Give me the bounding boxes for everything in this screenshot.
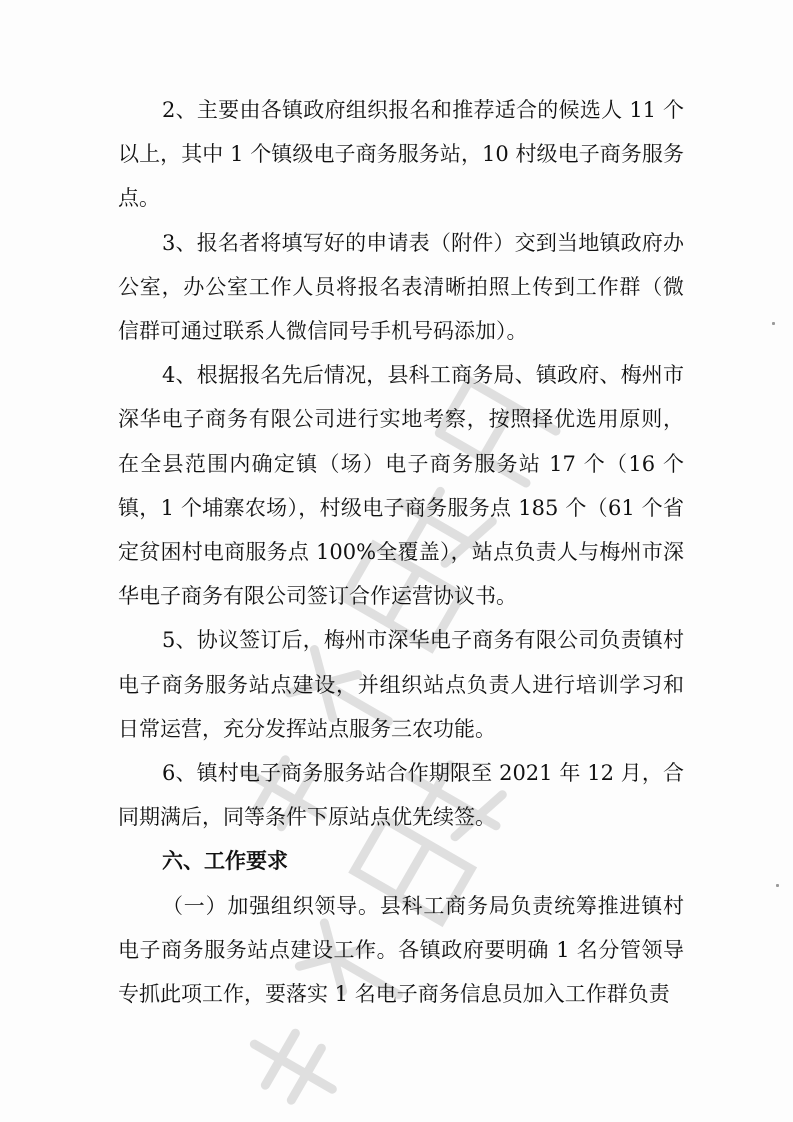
paragraph-item-4: 4、根据报名先后情况，县科工商务局、镇政府、梅州市深华电子商务有限公司进行实地考察，按照择优选用原则，在全县范围内确定镇（场）电子商务服务站 17 个（16 个镇，1 个埔寨农场），村级电子商务服务点 185 个（61 个省定贫困村电商服务点 100%全覆盖），站点负责人与梅州市深华电子商务有限公司签订合作运营协议书。 xyxy=(118,363,684,609)
scan-speck xyxy=(776,884,779,887)
paragraph-item-2: 2、主要由各镇政府组织报名和推荐适合的候选人 11 个以上，其中 1 个镇级电子商务服务站，10 村级电子商务服务点。 xyxy=(118,98,684,211)
paragraph-item-3: 3、报名者将填写好的申请表（附件）交到当地镇政府办公室，办公室工作人员将报名表清晰拍照上传到工作群（微信群可通过联系人微信同号手机号码添加）。 xyxy=(118,230,684,344)
document-body xyxy=(118,88,684,1016)
paragraph-requirements-1: （一）加强组织领导。县科工商务局负责统筹推进镇村电子商务服务站点建设工作。各镇政府要明确 1 名分管领导专抓此项工作，要落实 1 名电子商务信息员加入工作群负责 xyxy=(118,893,684,1007)
paragraph-item-5: 5、协议签订后，梅州市深华电子商务有限公司负责镇村电子商务服务站点建设，并组织站点负责人进行培训学习和日常运营，充分发挥站点服务三农功能。 xyxy=(118,628,684,741)
scan-speck xyxy=(772,322,775,325)
paragraph-item-6: 6、镇村电子商务服务站合作期限至 2021 年 12 月，合同期满后，同等条件下原站点优先续签。 xyxy=(118,761,684,830)
section-heading: 六、工作要求 xyxy=(162,848,288,874)
